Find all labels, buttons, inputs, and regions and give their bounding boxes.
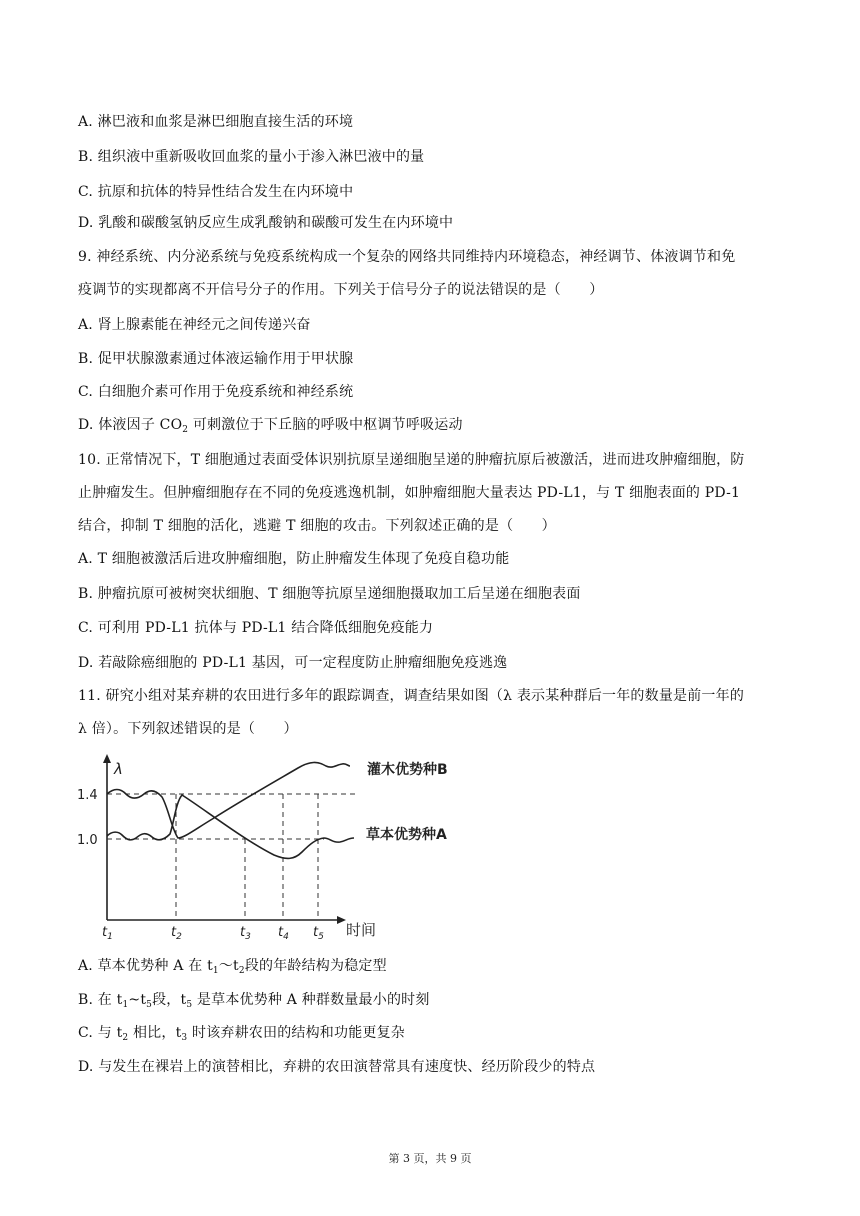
q9-stem-line1: 9. 神经系统、内分泌系统与免疫系统构成一个复杂的网络共同维持内环境稳态，神经调节、体液调节和免 bbox=[78, 249, 736, 265]
y-axis-label: λ bbox=[114, 760, 123, 778]
dashed-guides bbox=[107, 794, 358, 920]
q10-stem-line2: 止肿瘤发生。但肿瘤细胞存在不同的免疫逃逸机制，如肿瘤细胞大量表达 PD-L1，与 T 细胞表面的 PD-1 bbox=[78, 485, 741, 501]
q11-stem-line2: λ 倍）。下列叙述错误的是（ ） bbox=[78, 721, 298, 737]
x-axis-label: 时间 bbox=[346, 921, 377, 939]
label-shrub-species-b: 灌木优势种B bbox=[367, 762, 448, 778]
y-axis-arrow bbox=[103, 754, 111, 763]
x-tick-t5: $t_5$ bbox=[313, 925, 324, 942]
q8-option-b: B. 组织液中重新吸收回血浆的量小于渗入淋巴液中的量 bbox=[78, 149, 425, 165]
q11-stem-line1: 11. 研究小组对某弃耕的农田进行多年的跟踪调查，调查结果如图（λ 表示某种群后一年的数量是前一年的 bbox=[78, 688, 745, 704]
q11-option-c: C. 与 $t_2$ 相比，$t_3$ 时该弃耕农田的结构和功能更复杂 bbox=[78, 1025, 405, 1043]
q10-option-b: B. 肿瘤抗原可被树突状细胞、T 细胞等抗原呈递细胞摄取加工后呈递在细胞表面 bbox=[78, 586, 581, 602]
x-axis-arrow bbox=[337, 916, 346, 924]
q11-option-a: A. 草本优势种 A 在 $t_1\sim t_2$段的年龄结构为稳定型 bbox=[78, 958, 387, 976]
x-tick-t1: $t_1$ bbox=[102, 925, 113, 942]
label-herb-species-a: 草本优势种A bbox=[366, 827, 447, 843]
x-tick-t3: $t_3$ bbox=[240, 925, 251, 942]
q11-figure bbox=[74, 752, 474, 948]
page-footer: 第 3 页，共 9 页 bbox=[388, 1152, 472, 1165]
x-tick-t4: $t_4$ bbox=[278, 925, 289, 942]
q9-option-b: B. 促甲状腺激素通过体液运输作用于甲状腺 bbox=[78, 351, 354, 367]
x-tick-t2: $t_2$ bbox=[171, 925, 182, 942]
y-tick-1-4: 1.4 bbox=[77, 788, 98, 803]
q9-option-a: A. 肾上腺素能在神经元之间传递兴奋 bbox=[78, 317, 311, 333]
q10-stem-line3: 结合，抑制 T 细胞的活化，逃避 T 细胞的攻击。下列叙述正确的是（ ） bbox=[78, 518, 556, 534]
q11-option-d: D. 与发生在裸岩上的演替相比，弃耕的农田演替常具有速度快、经历阶段少的特点 bbox=[78, 1059, 596, 1075]
q10-option-d: D. 若敲除癌细胞的 PD-L1 基因，可一定程度防止肿瘤细胞免疫逃逸 bbox=[78, 655, 508, 671]
curve-herb-species-a bbox=[107, 795, 354, 858]
q10-option-c: C. 可利用 PD-L1 抗体与 PD-L1 结合降低细胞免疫能力 bbox=[78, 620, 434, 636]
q8-option-a: A. 淋巴液和血浆是淋巴细胞直接生活的环境 bbox=[78, 114, 354, 130]
y-tick-1-0: 1.0 bbox=[77, 833, 98, 848]
q8-option-c: C. 抗原和抗体的特异性结合发生在内环境中 bbox=[78, 184, 354, 200]
q9-option-d: D. 体液因子 $CO_2$ 可刺激位于下丘脑的呼吸中枢调节呼吸运动 bbox=[78, 417, 463, 435]
q10-option-a: A. T 细胞被激活后进攻肿瘤细胞，防止肿瘤发生体现了免疫自稳功能 bbox=[78, 551, 510, 567]
q10-stem-line1: 10. 正常情况下，T 细胞通过表面受体识别抗原呈递细胞呈递的肿瘤抗原后被激活，进而进攻肿瘤细胞，防 bbox=[78, 452, 745, 468]
q9-option-c: C. 白细胞介素可作用于免疫系统和神经系统 bbox=[78, 384, 354, 400]
q8-option-d: D. 乳酸和碳酸氢钠反应生成乳酸钠和碳酸可发生在内环境中 bbox=[78, 215, 454, 231]
q9-stem-line2: 疫调节的实现都离不开信号分子的作用。下列关于信号分子的说法错误的是（ ） bbox=[78, 282, 604, 298]
q11-option-b: B. 在 $t_1\sim t_5$段，$t_5$ 是草本优势种 A 种群数量最小的时刻 bbox=[78, 992, 430, 1010]
